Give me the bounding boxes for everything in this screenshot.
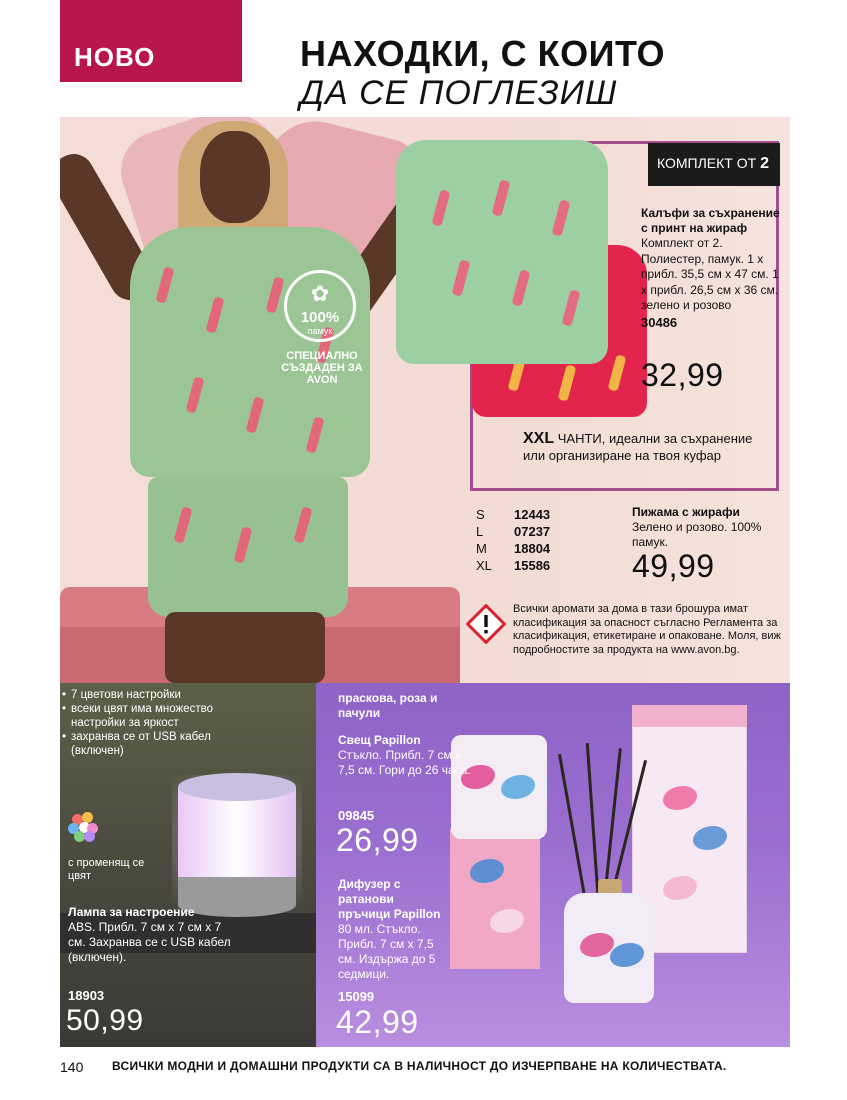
page-subtitle: ДА СЕ ПОГЛЕЗИШ: [300, 74, 618, 112]
butterfly-wing: [501, 775, 535, 799]
size-label: M: [476, 541, 487, 556]
pajama-product-info: [632, 505, 782, 550]
candle-product-name: Свещ Papillon: [338, 733, 421, 747]
lamp-feature: • всеки цвят има множество настройки за яркост: [62, 702, 262, 730]
giraffe-print: [558, 364, 577, 401]
page-number: 140: [60, 1059, 84, 1075]
cotton-word: памук: [307, 326, 333, 336]
xxl-text: ЧАНТИ, идеални за съхранение или организиране на твоя куфар: [523, 431, 753, 463]
color-change-note: с променящ се цвят: [68, 857, 145, 882]
candle-product-code: 09845: [338, 808, 375, 823]
green-bag-image: [396, 140, 608, 364]
cotton-percent: 100%: [300, 309, 340, 326]
giraffe-print: [206, 296, 225, 333]
giraffe-print: [552, 199, 571, 236]
rattan-stick: [603, 748, 622, 897]
size-code: 18804: [514, 541, 551, 556]
pajama-shorts-image: [148, 477, 348, 617]
giraffe-print: [174, 506, 193, 543]
butterfly-wing: [610, 943, 644, 967]
candle-product-description: Стъкло. Прибл. 7 см х 7,5 см. Гори до 26 часа.: [338, 748, 471, 777]
hazard-note: Всички аромати за дома в тази брошура имат класификация за опасност съгласно Регламента за класификация, етикетиране и опаковане. Моля, виж подробностите за продукта на www.avon.bg.: [513, 603, 781, 656]
giraffe-print: [306, 416, 325, 453]
bag-price: 32,99: [641, 357, 724, 393]
size-row: [476, 558, 596, 575]
giraffe-print: [452, 259, 471, 296]
butterfly-wing: [490, 909, 524, 933]
giraffe-print: [294, 506, 313, 543]
set-tag-count: 2: [760, 155, 769, 172]
butterfly-wing: [663, 786, 697, 810]
diffuser-product-name: Дифузер с ратанови пръчици Papillon: [338, 877, 441, 921]
butterfly-wing: [580, 933, 614, 957]
hazard-icon: [466, 604, 506, 644]
giraffe-print: [186, 376, 205, 413]
lamp-feature: • захранва се от USB кабел (включен): [62, 730, 262, 758]
diffuser-box-lid: [632, 705, 747, 727]
cotton-icon: ✿: [310, 281, 330, 306]
color-dot: [84, 831, 95, 842]
lamp-feature-list: [62, 688, 262, 758]
lamp-top: [178, 773, 296, 801]
bag-product-description: Комплект от 2. Полиестер, памук. 1 х прибл. 35,5 см х 47 см. 1 х прибл. 26,5 см х 36 см. зелено и розово: [641, 236, 779, 312]
rattan-stick: [586, 743, 599, 893]
avon-exclusive-label: СПЕЦИАЛНО СЪЗДАДЕН ЗА AVON: [281, 350, 363, 386]
size-code: 12443: [514, 507, 551, 522]
size-row: [476, 524, 596, 541]
lamp-product-description: ABS. Прибл. 7 см х 7 см х 7 см. Захранва се с USB кабел (включен).: [68, 920, 231, 964]
pajama-price: 49,99: [632, 548, 715, 584]
giraffe-print: [562, 289, 581, 326]
model-head: [200, 131, 270, 223]
candle-price: 26,99: [336, 822, 419, 858]
new-badge: [60, 0, 242, 82]
diffuser-product-description: 80 мл. Стъкло. Прибл. 7 см х 7,5 см. Издържа до 5 седмици.: [338, 922, 436, 981]
candle-scent: праскова, роза и пачули: [338, 691, 438, 720]
size-code: 07237: [514, 524, 551, 539]
giraffe-print: [608, 354, 627, 391]
butterfly-wing: [693, 826, 727, 850]
size-label: XL: [476, 558, 492, 573]
size-label: L: [476, 524, 484, 539]
lamp-feature: • 7 цветови настройки: [62, 688, 262, 702]
size-code-table: [476, 507, 596, 575]
availability-note: ВСИЧКИ МОДНИ И ДОМАШНИ ПРОДУКТИ СА В НАЛИЧНОСТ ДО ИЗЧЕРПВАНЕ НА КОЛИЧЕСТВАТА.: [112, 1059, 727, 1073]
diffuser-product-code: 15099: [338, 989, 375, 1004]
butterfly-wing: [470, 859, 504, 883]
new-badge-label: НОВО: [74, 42, 156, 72]
giraffe-print: [266, 276, 285, 313]
set-tag-label: КОМПЛЕКТ ОТ: [657, 155, 761, 171]
lamp-product-info: [68, 905, 238, 965]
rattan-stick: [558, 754, 587, 902]
giraffe-print: [512, 269, 531, 306]
size-code: 15586: [514, 558, 551, 573]
giraffe-print: [234, 526, 253, 563]
giraffe-print: [246, 396, 265, 433]
pajama-product-name: Пижама с жирафи: [632, 505, 740, 519]
candle-box-image: [450, 829, 540, 969]
size-row: [476, 541, 596, 558]
set-tag: [648, 143, 780, 186]
xxl-note: [523, 430, 773, 464]
diffuser-price: 42,99: [336, 1004, 419, 1040]
lamp-product-code: 18903: [68, 988, 105, 1003]
bag-product-code: 30486: [641, 314, 678, 330]
size-label: S: [476, 507, 485, 522]
xxl-label: XXL: [523, 430, 555, 447]
model-legs: [165, 612, 325, 683]
lamp-price: 50,99: [66, 1004, 144, 1037]
bag-product-name: Калъфи за съхранение с принт на жираф: [641, 206, 780, 235]
diffuser-image: [564, 893, 654, 1003]
pajama-product-description: Зелено и розово. 100% памук.: [632, 520, 762, 549]
diffuser-product-info: [338, 877, 448, 982]
size-row: [476, 507, 596, 524]
page-title: НАХОДКИ, С КОИТО: [300, 33, 666, 74]
cotton-badge: [284, 270, 356, 342]
giraffe-print: [432, 189, 451, 226]
color-dots-icon: [68, 812, 98, 842]
giraffe-print: [492, 179, 511, 216]
lamp-product-name: Лампа за настроение: [68, 905, 195, 919]
butterfly-wing: [663, 876, 697, 900]
bag-product-info: [641, 206, 786, 330]
candle-product-info: [338, 691, 478, 778]
giraffe-print: [156, 266, 175, 303]
